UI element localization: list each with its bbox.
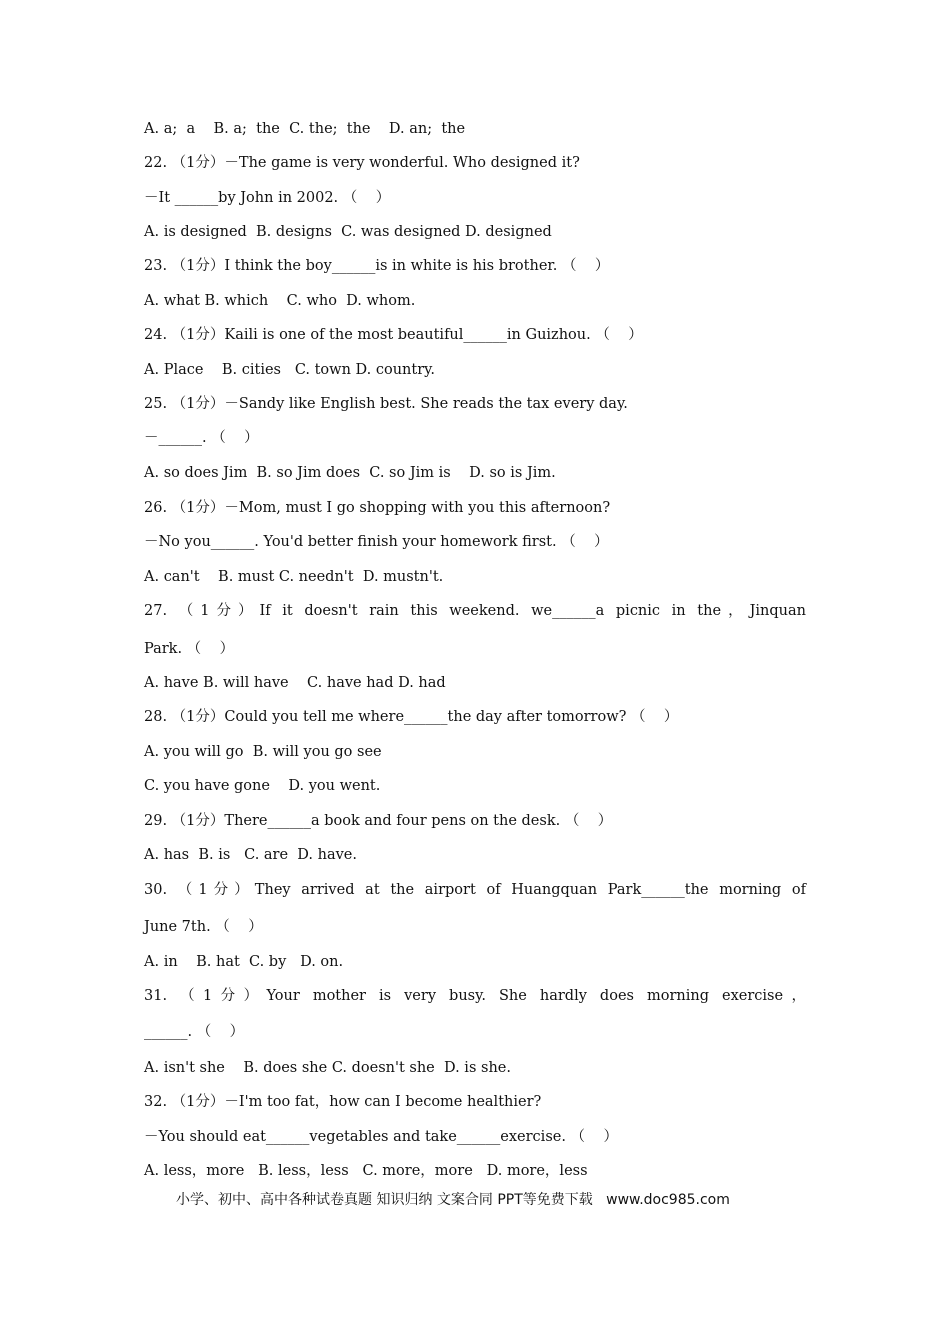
question-31-options: A. isn't she B. does she C. doesn't she D. is she.: [144, 1060, 511, 1076]
question-23-prompt: 23. （1分）I think the boy______is in white is his brother. （ ）: [144, 258, 610, 274]
question-28-options-1: A. you will go B. will you go see: [144, 744, 382, 760]
question-29-options: A. has B. is C. are D. have.: [144, 847, 357, 863]
question-27-options: A. have B. will have C. have had D. had: [144, 675, 446, 691]
question-28-prompt: 28. （1分）Could you tell me where______the day after tomorrow? （ ）: [144, 709, 679, 725]
page-footer: 小学、初中、高中各种试卷真题 知识归纳 文案合同 PPT等免费下载 www.doc985.com: [176, 1192, 730, 1208]
question-26-prompt: 26. （1分）－Mom, must I go shopping with you this afternoon?: [144, 500, 611, 516]
question-31-blank-line: ______. （ ）: [144, 1024, 245, 1040]
question-32-prompt: 32. （1分）－I'm too fat，how can I become healthier?: [144, 1094, 542, 1110]
question-25-prompt: 25. （1分）－Sandy like English best. She reads the tax every day.: [144, 396, 628, 412]
question-27-prompt: 27. （1分）If it doesn't rain this weekend. we______a picnic in the，Jinquan: [144, 603, 806, 619]
question-30-prompt: 30. （1分）They arrived at the airport of Huangquan Park______the morning of: [144, 882, 806, 898]
question-27-prompt-continued: Park. （ ）: [144, 641, 235, 657]
question-25-blank-line: －______. （ ）: [144, 430, 259, 446]
question-22-options: A. is designed B. designs C. was designed D. designed: [144, 224, 552, 240]
question-32-options: A. less，more B. less，less C. more，more D. more，less: [144, 1163, 588, 1179]
question-22-blank-line: －It ______by John in 2002. （ ）: [144, 190, 391, 206]
question-28-options-2: C. you have gone D. you went.: [144, 778, 381, 794]
question-26-options: A. can't B. must C. needn't D. mustn't.: [144, 569, 444, 585]
question-24-options: A. Place B. cities C. town D. country.: [144, 362, 436, 378]
question-22-prompt: 22. （1分）－The game is very wonderful. Who designed it?: [144, 155, 580, 171]
question-26-blank-line: －No you______. You'd better finish your homework first. （ ）: [144, 534, 609, 550]
question-32-blank-line: －You should eat______vegetables and take______exercise. （ ）: [144, 1129, 618, 1145]
question-23-options: A. what B. which C. who D. whom.: [144, 293, 416, 309]
question-25-options: A. so does Jim B. so Jim does C. so Jim is D. so is Jim.: [144, 465, 556, 481]
question-30-options: A. in B. hat C. by D. on.: [144, 954, 344, 970]
question-31-prompt: 31. （1分）Your mother is very busy. She hardly does morning exercise，: [144, 988, 806, 1004]
question-24-prompt: 24. （1分）Kaili is one of the most beautiful______in Guizhou. （ ）: [144, 327, 643, 343]
question-29-prompt: 29. （1分）There______a book and four pens on the desk. （ ）: [144, 813, 613, 829]
question-30-prompt-continued: June 7th. （ ）: [144, 919, 263, 935]
question-21-options: A. a; a B. a; the C. the; the D. an; the: [144, 121, 466, 137]
